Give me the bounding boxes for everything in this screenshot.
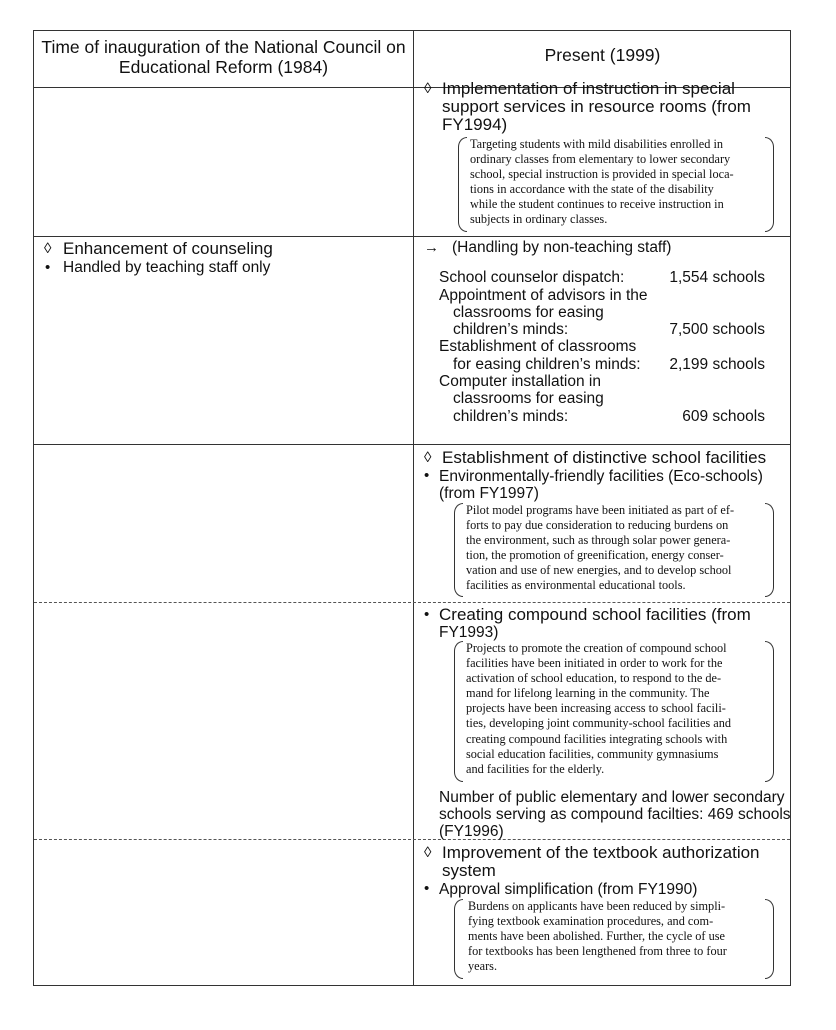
counseling-bullet: Handled by teaching staff only <box>63 259 271 276</box>
note-line: mand for lifelong learning in the community. The <box>466 686 710 701</box>
note-bracket-left <box>458 137 467 232</box>
stat-4-label-2: classrooms for easing <box>453 390 604 407</box>
row4-note <box>466 641 731 777</box>
note-line: years. <box>468 959 498 974</box>
header-left: Time of inauguration of the National Council on Educational Reform (1984) <box>41 37 406 77</box>
stat-4-label-1: Computer installation in <box>439 373 601 390</box>
diamond-icon: ◊ <box>424 449 432 466</box>
handling-note: (Handling by non-teaching staff) <box>452 239 672 256</box>
note-line: tion, the promotion of greenification, energy conser- <box>466 548 724 563</box>
diamond-icon: ◊ <box>424 844 432 861</box>
note-bracket-left <box>454 641 463 782</box>
compound-summary-line-3: (FY1996) <box>439 823 504 840</box>
note-line: facilities as environmental educational tools. <box>466 578 686 593</box>
note-line: vation and use of new energies, and to develop school <box>466 563 732 578</box>
note-bracket-right <box>765 899 774 979</box>
note-line: ties, developing joint community-school facilities and <box>466 716 732 731</box>
row1-heading-line-3: FY1994) <box>442 115 508 134</box>
stat-1-label: School counselor dispatch: <box>439 269 625 286</box>
note-line: Targeting students with mild disabilities enrolled in <box>470 137 724 151</box>
bullet-icon: • <box>424 880 430 897</box>
note-line: social education facilities, community gymnasiums <box>466 746 719 761</box>
note-line: tions in accordance with the state of the disability <box>470 182 714 197</box>
note-line: Burdens on applicants have been reduced by simpli- <box>468 899 726 913</box>
diamond-icon: ◊ <box>424 80 432 97</box>
note-line: the environment, such as through solar power genera- <box>466 533 731 548</box>
note-bracket-right <box>765 503 774 597</box>
row1-heading-line-1: Implementation of instruction in special <box>442 79 735 98</box>
row-divider-1 <box>34 236 790 237</box>
counseling-heading: Enhancement of counseling <box>63 239 273 258</box>
compound-bullet-line-2: FY1993) <box>439 624 499 641</box>
column-divider <box>413 31 414 985</box>
eco-bullet-line-1: Environmentally-friendly facilities (Eco-schools) <box>439 468 763 485</box>
stat-2-label-2: classrooms for easing <box>453 304 604 321</box>
row1-note <box>470 137 734 228</box>
note-line: Projects to promote the creation of compound school <box>466 641 727 655</box>
row1-heading-line-2: support services in resource rooms (from <box>442 97 751 116</box>
stat-3-label-1: Establishment of classrooms <box>439 338 637 355</box>
note-line: school, special instruction is provided in special loca- <box>470 167 734 182</box>
textbook-heading-line-2: system <box>442 861 496 880</box>
note-line: ments have been abolished. Further, the cycle of use <box>468 929 725 944</box>
note-line: Pilot model programs have been initiated as part of ef- <box>466 503 735 517</box>
row3-note <box>466 503 734 594</box>
bullet-icon: • <box>424 467 430 484</box>
stat-4-value: 609 schools <box>682 408 765 425</box>
textbook-heading-line-1: Improvement of the textbook authorization <box>442 843 760 862</box>
note-bracket-left <box>454 899 463 979</box>
note-line: subjects in ordinary classes. <box>470 212 608 227</box>
note-line: ordinary classes from elementary to lower secondary <box>470 152 731 167</box>
bullet-icon: • <box>45 259 51 276</box>
note-line: fying textbook examination procedures, and com- <box>468 914 714 929</box>
note-line: creating compound facilities integrating schools with <box>466 731 728 746</box>
compound-bullet-line-1: Creating compound school facilities (from <box>439 605 751 624</box>
row5-note <box>468 899 727 974</box>
stat-1-value: 1,554 schools <box>669 269 765 286</box>
arrow-icon: → <box>424 239 439 256</box>
row-divider-2 <box>34 444 790 445</box>
facilities-heading: Establishment of distinctive school facilities <box>442 448 767 467</box>
note-bracket-left <box>454 503 463 597</box>
note-line: activation of school education, to respond to the de- <box>466 671 722 686</box>
note-line: forts to pay due consideration to reducing burdens on <box>466 518 729 533</box>
stat-2-label-3: children’s minds: <box>453 321 569 338</box>
header-right: Present (1999) <box>544 45 661 65</box>
compound-summary-line-2: schools serving as compound facilties: 469 schools <box>439 806 791 823</box>
row-divider-4 <box>34 839 790 840</box>
note-bracket-right <box>765 137 774 232</box>
bullet-icon: • <box>424 606 430 623</box>
stat-3-value: 2,199 schools <box>669 356 765 373</box>
note-line: facilities have been initiated in order to work for the <box>466 656 723 671</box>
stat-3-label-2: for easing children’s minds: <box>453 356 641 373</box>
note-line: for textbooks has been lengthened from three to four <box>468 944 727 959</box>
row-divider-3 <box>34 602 790 603</box>
diamond-icon: ◊ <box>44 240 52 257</box>
note-line: and facilities for the elderly. <box>466 761 605 776</box>
stat-4-label-3: children’s minds: <box>453 408 569 425</box>
stat-2-label-1: Appointment of advisors in the <box>439 287 648 304</box>
note-line: projects have been increasing access to school facili- <box>466 701 726 716</box>
compound-summary-line-1: Number of public elementary and lower secondary <box>439 789 785 806</box>
approval-bullet: Approval simplification (from FY1990) <box>439 881 698 898</box>
stat-2-value: 7,500 schools <box>669 321 765 338</box>
note-bracket-right <box>765 641 774 782</box>
eco-bullet-line-2: (from FY1997) <box>439 485 539 502</box>
note-line: while the student continues to receive instruction in <box>470 197 724 212</box>
comparison-table <box>33 30 791 986</box>
